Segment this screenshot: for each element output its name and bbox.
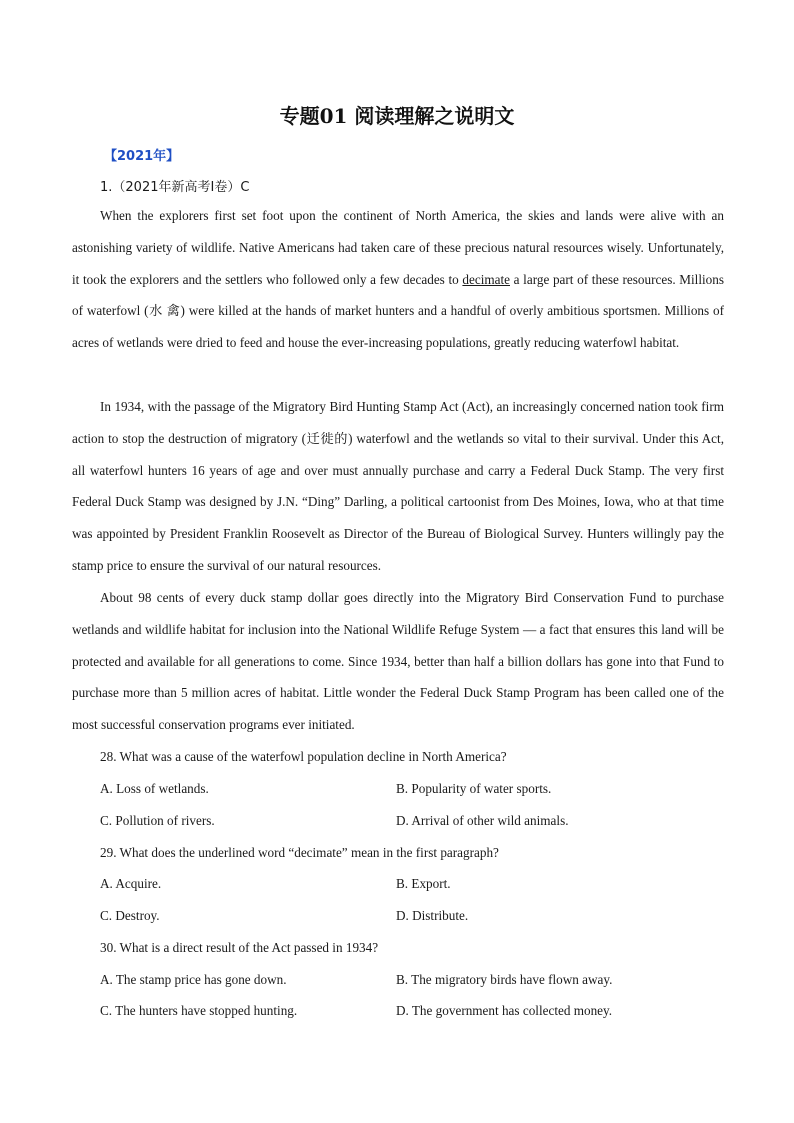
question-header: 1.（2021年新高考I卷）C <box>100 180 250 195</box>
underlined-word-decimate: decimate <box>462 271 510 287</box>
question-29-stem: 29. What does the underlined word “decimate” mean in the first paragraph? <box>100 845 499 860</box>
question-29-option-d: D. Distribute. <box>396 908 469 923</box>
question-29-option-a: A. Acquire. <box>100 876 162 891</box>
question-28-option-d: D. Arrival of other wild animals. <box>396 813 569 828</box>
paragraph-1-text-a: When the explorers first set foot upon the continent of North America, the skies and lands were alive with an astonishing variety of wildlife. Native Americans had taken care of these precious natural resources wisely. Unfortunately, it took the explorers and the settlers who followed only a few decades to <box>72 208 724 287</box>
question-29-option-b: B. Export. <box>396 876 451 891</box>
page-title: 专题01 阅读理解之说明文 <box>279 104 515 128</box>
question-28-option-b: B. Popularity of water sports. <box>396 781 552 796</box>
year-tag: 【2021年】 <box>104 149 180 164</box>
question-28-stem: 28. What was a cause of the waterfowl population decline in North America? <box>100 749 507 764</box>
question-30-option-c: C. The hunters have stopped hunting. <box>100 1003 298 1018</box>
question-30-option-d: D. The government has collected money. <box>396 1003 613 1018</box>
question-30-option-b: B. The migratory birds have flown away. <box>396 972 613 987</box>
passage-paragraph-2: In 1934, with the passage of the Migratory Bird Hunting Stamp Act (Act), an increasingly concerned nation took firm action to stop the destruction of migratory (迁徙的) waterfowl and the wetlands so vital to their survival. Under this Act, all waterfowl hunters 16 years of age and over must annually purchase and carry a Federal Duck Stamp. The very first Federal Duck Stamp was designed by J.N. “Ding” Darling, a political cartoonist from Des Moines, Iowa, who at that time was appointed by President Franklin Roosevelt as Director of the Bureau of Biological Survey. Hunters willingly pay the stamp price to ensure the survival of our natural resources. <box>72 399 724 573</box>
question-30-option-a: A. The stamp price has gone down. <box>100 972 287 987</box>
passage-paragraph-1 <box>72 200 724 359</box>
question-28-option-a: A. Loss of wetlands. <box>100 781 209 796</box>
paragraph-1-text-b: a large part of these resources. Millions of waterfowl (水 禽) were killed at the hands of market hunters and a handful of overly ambitious sportsmen. Millions of acres of wetlands were dried to feed and house the ever-increasing populations, greatly reducing waterfowl habitat. <box>72 271 724 351</box>
passage-paragraph-3: About 98 cents of every duck stamp dollar goes directly into the Migratory Bird Conservation Fund to purchase wetlands and wildlife habitat for inclusion into the National Wildlife Refuge System — a fact that ensures this land will be protected and available for all generations to come. Since 1934, better than half a billion dollars has gone into that Fund to purchase more than 5 million acres of habitat. Little wonder the Federal Duck Stamp Program has been called one of the most successful conservation programs ever initiated. <box>72 590 724 733</box>
question-29-option-c: C. Destroy. <box>100 908 160 923</box>
question-30-stem: 30. What is a direct result of the Act passed in 1934? <box>100 940 379 955</box>
question-28-option-c: C. Pollution of rivers. <box>100 813 215 828</box>
